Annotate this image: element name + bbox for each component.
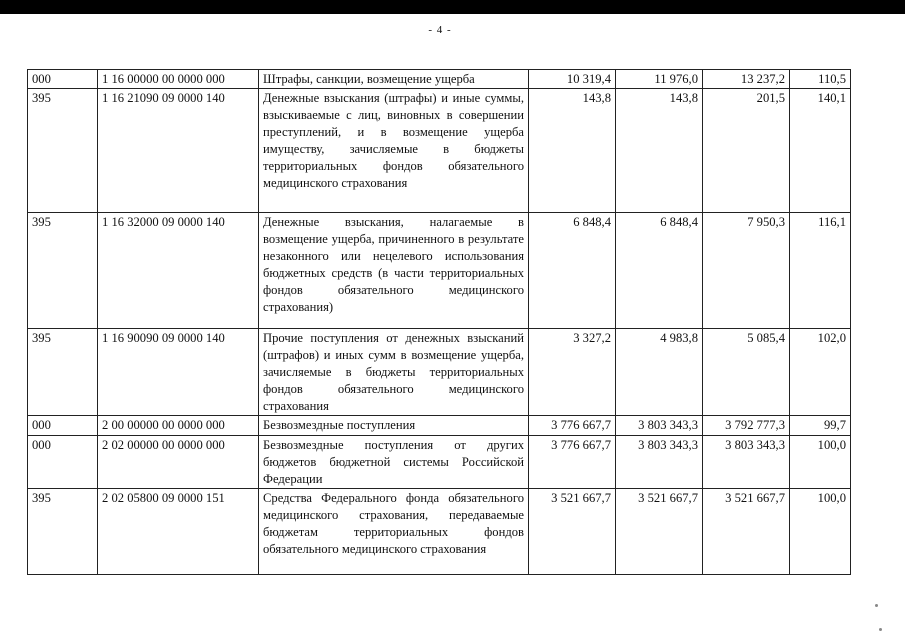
revenue-name-cell: Средства Федерального фонда обязательного медицинского страхования, передаваемые бюджетам территориальных фондов обязательного медицинского страхования (259, 489, 529, 575)
table-row (28, 436, 851, 489)
specified-amount-cell: 3 803 343,3 (616, 436, 703, 489)
execution-percent-cell: 100,0 (790, 489, 851, 575)
execution-percent-cell: 99,7 (790, 416, 851, 436)
approved-amount-cell: 6 848,4 (529, 213, 616, 329)
executed-amount-cell: 3 803 343,3 (703, 436, 790, 489)
admin-code-cell: 395 (28, 489, 98, 575)
specified-amount-cell: 143,8 (616, 89, 703, 213)
table-row (28, 489, 851, 575)
executed-amount-cell: 5 085,4 (703, 329, 790, 416)
admin-code-cell: 395 (28, 213, 98, 329)
admin-code-cell: 000 (28, 416, 98, 436)
execution-percent-cell: 100,0 (790, 436, 851, 489)
specified-amount-cell: 4 983,8 (616, 329, 703, 416)
approved-amount-cell: 3 776 667,7 (529, 436, 616, 489)
budget-classification-code-cell: 1 16 00000 00 0000 000 (98, 70, 259, 89)
table-row (28, 89, 851, 213)
execution-percent-cell: 102,0 (790, 329, 851, 416)
budget-revenue-table (27, 69, 851, 575)
scan-speck (875, 604, 878, 607)
scan-speck (879, 628, 882, 631)
table-row (28, 416, 851, 436)
admin-code-cell: 395 (28, 329, 98, 416)
admin-code-cell: 000 (28, 70, 98, 89)
scan-top-border (0, 0, 905, 14)
revenue-name-cell: Денежные взыскания (штрафы) и иные суммы, взыскиваемые с лиц, виновных в совершении преступлений, и в возмещение ущерба имуществу, зачисляемые в бюджеты территориальных фондов обязательного медицинского страхования (259, 89, 529, 213)
budget-classification-code-cell: 1 16 32000 09 0000 140 (98, 213, 259, 329)
revenue-name-cell: Безвозмездные поступления (259, 416, 529, 436)
executed-amount-cell: 7 950,3 (703, 213, 790, 329)
executed-amount-cell: 13 237,2 (703, 70, 790, 89)
revenue-name-cell: Безвозмездные поступления от других бюджетов бюджетной системы Российской Федерации (259, 436, 529, 489)
approved-amount-cell: 3 776 667,7 (529, 416, 616, 436)
execution-percent-cell: 110,5 (790, 70, 851, 89)
budget-classification-code-cell: 1 16 21090 09 0000 140 (98, 89, 259, 213)
page-number: - 4 - (428, 24, 452, 36)
table-row (28, 329, 851, 416)
executed-amount-cell: 3 792 777,3 (703, 416, 790, 436)
admin-code-cell: 000 (28, 436, 98, 489)
specified-amount-cell: 3 521 667,7 (616, 489, 703, 575)
table-row (28, 213, 851, 329)
revenue-name-cell: Денежные взыскания, налагаемые в возмещение ущерба, причиненного в результате незаконного или нецелевого использования бюджетных средств (в части территориальных фондов обязательного медицинского страхования) (259, 213, 529, 329)
execution-percent-cell: 140,1 (790, 89, 851, 213)
specified-amount-cell: 6 848,4 (616, 213, 703, 329)
revenue-name-cell: Прочие поступления от денежных взысканий (штрафов) и иных сумм в возмещение ущерба, зачисляемые в бюджеты территориальных фондов обязательного медицинского страхования (259, 329, 529, 416)
budget-classification-code-cell: 2 02 00000 00 0000 000 (98, 436, 259, 489)
budget-classification-code-cell: 1 16 90090 09 0000 140 (98, 329, 259, 416)
table-body (28, 70, 851, 575)
approved-amount-cell: 3 521 667,7 (529, 489, 616, 575)
approved-amount-cell: 3 327,2 (529, 329, 616, 416)
table-row (28, 70, 851, 89)
execution-percent-cell: 116,1 (790, 213, 851, 329)
budget-classification-code-cell: 2 00 00000 00 0000 000 (98, 416, 259, 436)
approved-amount-cell: 10 319,4 (529, 70, 616, 89)
specified-amount-cell: 11 976,0 (616, 70, 703, 89)
revenue-name-cell: Штрафы, санкции, возмещение ущерба (259, 70, 529, 89)
specified-amount-cell: 3 803 343,3 (616, 416, 703, 436)
executed-amount-cell: 3 521 667,7 (703, 489, 790, 575)
budget-classification-code-cell: 2 02 05800 09 0000 151 (98, 489, 259, 575)
admin-code-cell: 395 (28, 89, 98, 213)
approved-amount-cell: 143,8 (529, 89, 616, 213)
executed-amount-cell: 201,5 (703, 89, 790, 213)
